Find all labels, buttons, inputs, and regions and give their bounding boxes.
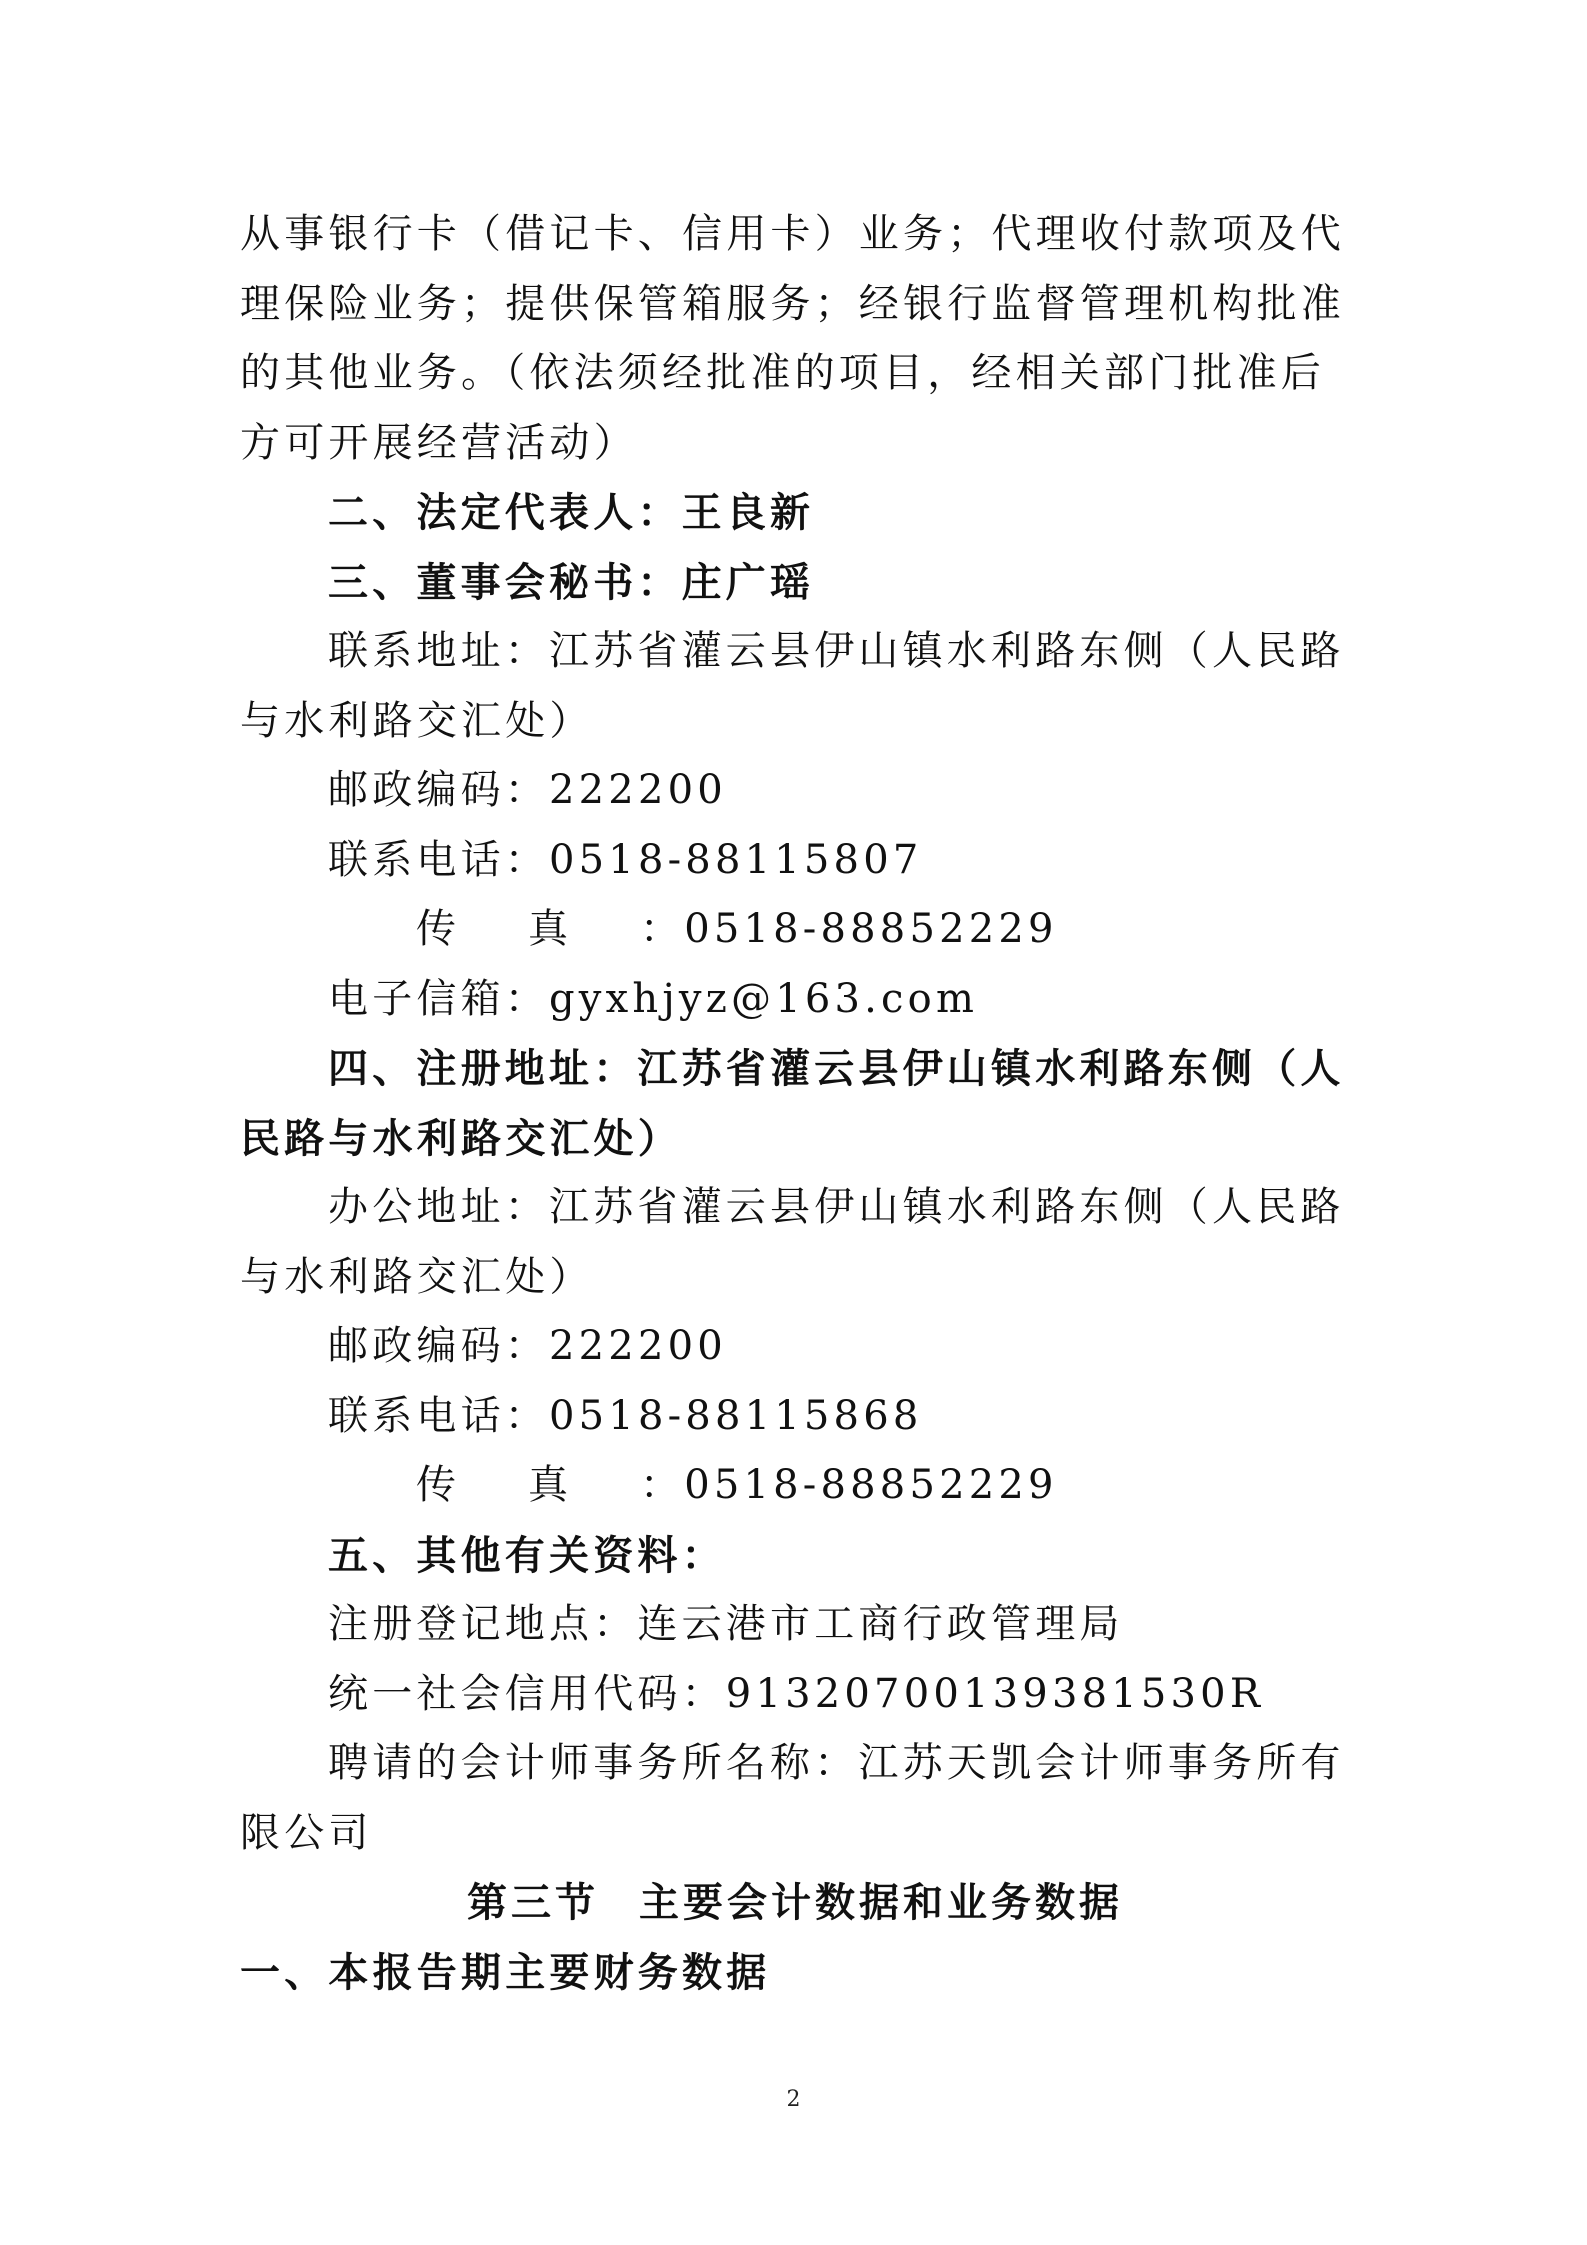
secretary-fax-value: ：0518-88852229	[640, 906, 1058, 952]
secretary-phone: 联系电话：0518-88115807	[328, 836, 923, 883]
secretary-fax-label: 传真	[416, 906, 640, 952]
office-fax-label: 传真	[416, 1462, 640, 1508]
business-scope-continuation: 从事银行卡（借记卡、信用卡）业务；代理收付款项及代理保险业务；提供保管箱服务；经银行监督管理机构批准的其他业务。（依法须经批准的项目，经相关部门批准后方可开展经营活动）	[240, 211, 1345, 466]
registered-address: 四、注册地址：江苏省灌云县伊山镇水利路东侧（人民路与水利路交汇处）	[240, 1045, 1345, 1162]
credit-code: 统一社会信用代码：91320700139381530R	[328, 1670, 1265, 1717]
office-address: 办公地址：江苏省灌云县伊山镇水利路东侧（人民路与水利路交汇处）	[240, 1184, 1345, 1300]
secretary-postcode: 邮政编码：222200	[328, 767, 727, 813]
registration-authority: 注册登记地点：连云港市工商行政管理局	[328, 1601, 1124, 1647]
page-number: 2	[786, 2087, 801, 2112]
page-content	[240, 200, 1350, 2007]
secretary-contact-address: 联系地址：江苏省灌云县伊山镇水利路东侧（人民路与水利路交汇处）	[240, 628, 1345, 744]
office-phone: 联系电话：0518-88115868	[328, 1392, 923, 1439]
office-fax	[240, 1451, 1350, 1521]
section-number: 第三节	[467, 1879, 599, 1926]
other-info-heading: 五、其他有关资料：	[328, 1531, 726, 1579]
auditor-firm: 聘请的会计师事务所名称：江苏天凯会计师事务所有限公司	[240, 1740, 1345, 1856]
board-secretary: 三、董事会秘书：庄广瑶	[328, 558, 815, 606]
section-heading	[240, 1868, 1350, 1938]
secretary-fax	[240, 895, 1350, 965]
legal-representative: 二、法定代表人：王良新	[328, 489, 815, 536]
section-title: 主要会计数据和业务数据	[639, 1879, 1123, 1926]
secretary-email: 电子信箱：gyxhjyz@163.com	[328, 975, 979, 1022]
office-postcode: 邮政编码：222200	[328, 1323, 727, 1369]
office-fax-value: ：0518-88852229	[640, 1462, 1058, 1508]
subsection-heading: 一、本报告期主要财务数据	[240, 1948, 771, 1996]
